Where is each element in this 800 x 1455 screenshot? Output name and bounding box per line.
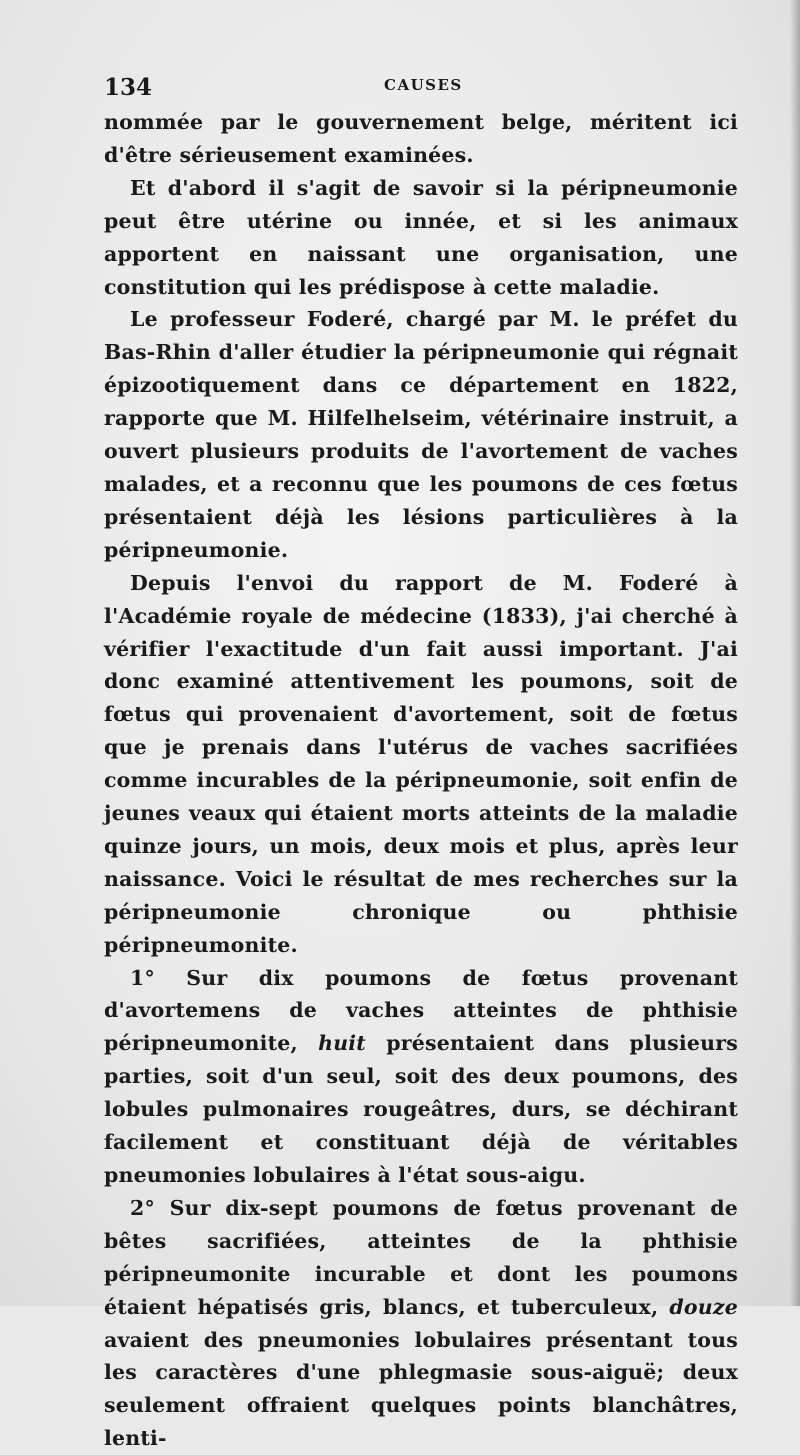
item-text: présentaient dans plusieurs parties, soit d'un seul, soit des deux poumons, des lobules pulmonaires rougeâtres, durs, se déchirant facilement et constituant déjà de véritables pneumonies lobulaires à l'état sous-aigu. bbox=[104, 1031, 738, 1187]
list-item-2 bbox=[104, 1192, 738, 1455]
paragraph: Et d'abord il s'agit de savoir si la péripneumonie peut être utérine ou innée, et si les animaux apportent en naissant une organisation, une constitution qui les prédispose à cette maladie. bbox=[104, 175, 738, 299]
paragraph: Le professeur Foderé, chargé par M. le préfet du Bas-Rhin d'aller étudier la péripneumonie qui régnait épizootiquement dans ce département en 1822, rapporte que M. Hilfelhelseim, vétérinaire instruit, a ouvert plusieurs produits de l'avortement de vaches malades, et a reconnu que les poumons de ces fœtus présentaient déjà les lésions particulières à la péripneumonie. bbox=[104, 307, 738, 562]
page-number: 134 bbox=[104, 74, 153, 101]
paragraph: Depuis l'envoi du rapport de M. Foderé à l'Académie royale de médecine (1833), j'ai cherché à vérifier l'exactitude d'un fait aussi important. J'ai donc examiné attentivement les poumons, soit de fœtus qui provenaient d'avortement, soit de fœtus que je prenais dans l'utérus de vaches sacrifiées comme incurables de la péripneumonie, soit enfin de jeunes veaux qui étaient morts atteints de la maladie quinze jours, un mois, deux mois et plus, après leur naissance. Voici le résultat de mes recherches sur la péripneumonie chronique ou phthisie péripneumonite. bbox=[104, 570, 738, 957]
paragraph: nommée par le gouvernement belge, méritent ici d'être sérieusement examinées. bbox=[104, 110, 738, 167]
item-text: avaient des pneumonies lobulaires présentant tous les caractères d'une phlegmasie sous-aiguë; deux seulement offraient quelques points blanchâtres, lenti- bbox=[104, 1327, 738, 1451]
body-text bbox=[104, 106, 738, 1455]
emphasis: douze bbox=[669, 1294, 738, 1319]
item-text: 1° Sur dix poumons de fœtus provenant d'avortemens de vaches atteintes de phthisie péripneumonite, bbox=[104, 965, 738, 1056]
list-item-1 bbox=[104, 962, 738, 1192]
page-header bbox=[104, 62, 738, 106]
item-text: 2° Sur dix-sept poumons de fœtus provenant de bêtes sacrifiées, atteintes de la phthisie péripneumonite incurable et dont les poumons étaient hépatisés gris, blancs, et tuberculeux, bbox=[104, 1195, 738, 1319]
running-head: CAUSES bbox=[384, 76, 463, 94]
emphasis: huit bbox=[318, 1031, 366, 1056]
